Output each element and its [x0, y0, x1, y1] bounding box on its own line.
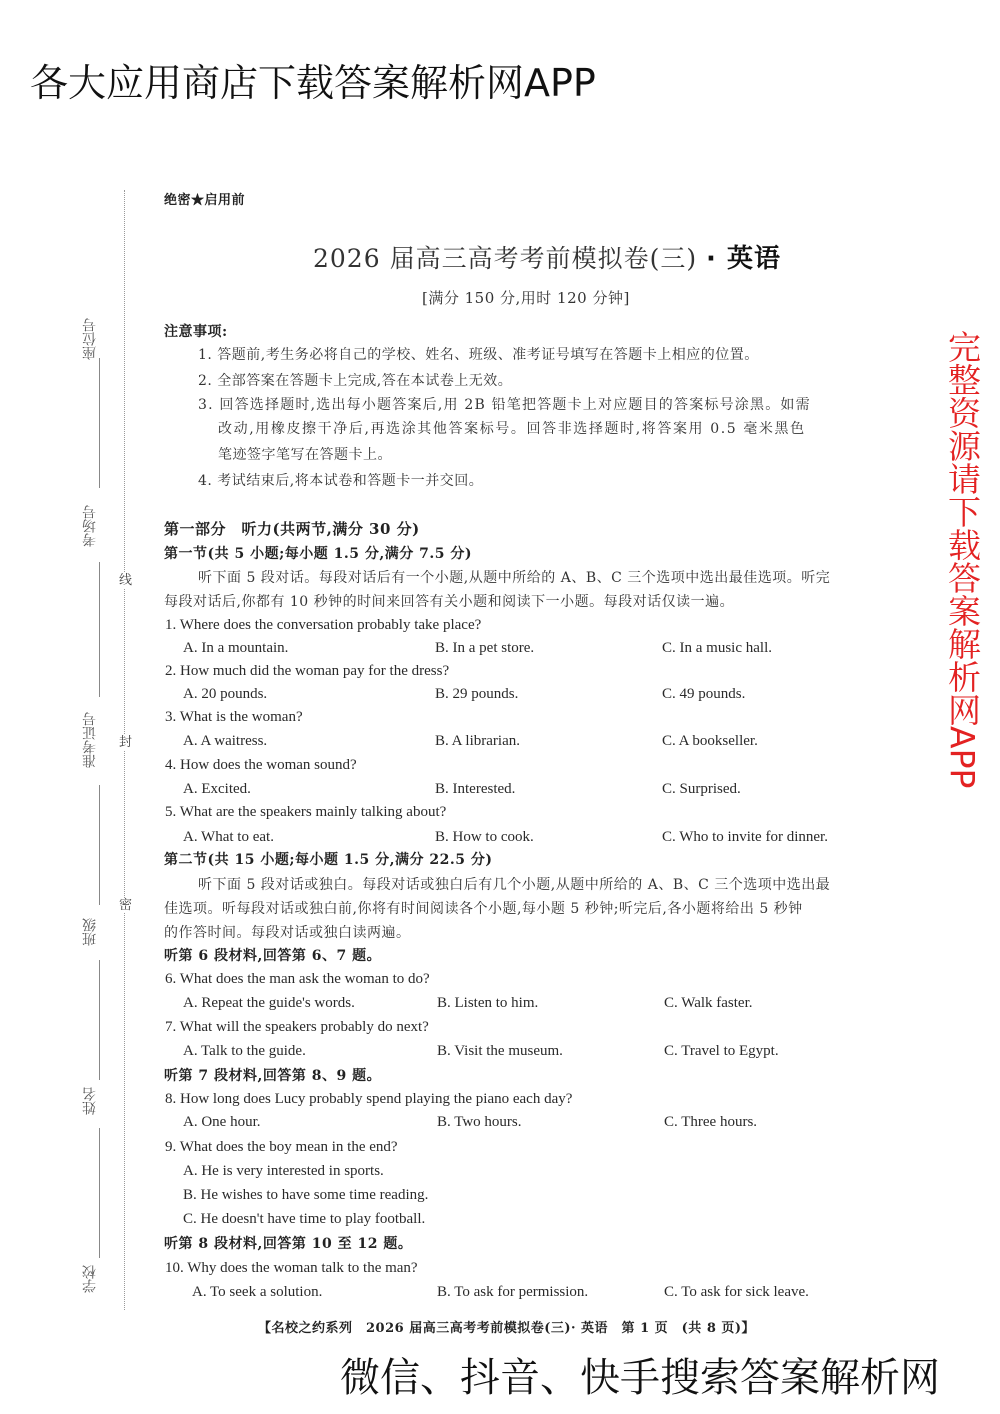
option-10b: B. To ask for permission. — [437, 1284, 589, 1300]
seal-mark-seal: 封 — [119, 735, 133, 750]
option-8b: B. Two hours. — [437, 1114, 522, 1130]
option-7c: C. Travel to Egypt. — [664, 1043, 779, 1059]
question-10: 10. Why does the woman talk to the man? — [165, 1260, 418, 1276]
margin-blank-name — [99, 1128, 100, 1258]
note-item: 改动,用橡皮擦干净后,再选涂其他答案标号。回答非选择题时,将答案用 0.5 毫米黑色 — [218, 421, 806, 437]
option-3c: C. A bookseller. — [662, 733, 758, 749]
option-5a: A. What to eat. — [183, 829, 274, 845]
option-3a: A. A waitress. — [183, 733, 268, 749]
option-9a: A. He is very interested in sports. — [183, 1163, 384, 1179]
option-8c: C. Three hours. — [664, 1114, 758, 1130]
watermark-bottom-right: 微信、抖音、快手搜索答案解析网 — [340, 1355, 940, 1401]
option-8a: A. One hour. — [183, 1114, 261, 1130]
question-6: 6. What does the man ask the woman to do? — [165, 971, 430, 987]
question-2: 2. How much did the woman pay for the dress? — [165, 663, 450, 679]
seal-mark-secret: 密 — [119, 898, 133, 913]
margin-label-room: 考场号 — [82, 505, 98, 547]
option-6a: A. Repeat the guide's words. — [183, 995, 355, 1011]
option-9c: C. He doesn't have time to play football. — [183, 1211, 426, 1227]
confidential-mark: 绝密★启用前 — [164, 193, 246, 208]
material-8-label: 听第 8 段材料,回答第 10 至 12 题。 — [164, 1236, 413, 1252]
margin-blank-exam-id — [99, 785, 100, 905]
option-10a: A. To seek a solution. — [192, 1284, 323, 1300]
seal-mark-line: 线 — [119, 573, 133, 588]
section2-instruction: 听下面 5 段对话或独白。每段对话或独白后有几个小题,从题中所给的 A、B、C 三个选项中选出最 — [198, 877, 831, 893]
option-5c: C. Who to invite for dinner. — [662, 829, 828, 845]
option-5b: B. How to cook. — [435, 829, 534, 845]
title-main: 2026 届高三高考考前模拟卷(三) — [313, 244, 698, 273]
question-8: 8. How long does Lucy probably spend playing the piano each day? — [165, 1091, 573, 1107]
option-1b: B. In a pet store. — [435, 640, 535, 656]
material-6-label: 听第 6 段材料,回答第 6、7 题。 — [164, 948, 382, 964]
option-6b: B. Listen to him. — [437, 995, 539, 1011]
binding-dotted-line — [124, 190, 125, 1310]
option-4c: C. Surprised. — [662, 781, 741, 797]
question-5: 5. What are the speakers mainly talking about? — [165, 804, 447, 820]
note-item: 3. 回答选择题时,选出每小题答案后,用 2B 铅笔把答题卡上对应题目的答案标号涂黑。如需 — [198, 397, 811, 413]
section2-instruction: 佳选项。听每段对话或独白前,你将有时间阅读各个小题,每小题 5 秒钟;听完后,各小题将给出 5 秒钟 — [164, 901, 803, 917]
question-1: 1. Where does the conversation probably take place? — [165, 617, 482, 633]
note-item: 笔迹签字笔写在答题卡上。 — [218, 447, 392, 463]
option-2b: B. 29 pounds. — [435, 686, 519, 702]
option-2c: C. 49 pounds. — [662, 686, 746, 702]
option-1c: C. In a music hall. — [662, 640, 772, 656]
option-6c: C. Walk faster. — [664, 995, 753, 1011]
exam-subtitle: [满分 150 分,用时 120 分钟] — [422, 289, 630, 307]
watermark-top-left: 各大应用商店下载答案解析网APP — [30, 61, 596, 105]
margin-blank-room — [99, 562, 100, 697]
question-9: 9. What does the boy mean in the end? — [165, 1139, 398, 1155]
option-4b: B. Interested. — [435, 781, 516, 797]
option-4a: A. Excited. — [183, 781, 251, 797]
margin-label-seat: 座位号 — [82, 318, 98, 360]
material-7-label: 听第 7 段材料,回答第 8、9 题。 — [164, 1068, 382, 1084]
section2-heading: 第二节(共 15 小题;每小题 1.5 分,满分 22.5 分) — [164, 852, 493, 868]
margin-label-name: 姓名 — [82, 1087, 98, 1115]
title-subject: · 英语 — [706, 244, 781, 274]
option-9b: B. He wishes to have some time reading. — [183, 1187, 429, 1203]
option-7b: B. Visit the museum. — [437, 1043, 563, 1059]
question-3: 3. What is the woman? — [165, 709, 303, 725]
option-2a: A. 20 pounds. — [183, 686, 268, 702]
note-item: 4. 考试结束后,将本试卷和答题卡一并交回。 — [198, 473, 484, 489]
section2-instruction: 的作答时间。每段对话或独白读两遍。 — [164, 925, 411, 941]
page-footer: 【名校之约系列 2026 届高三高考考前模拟卷(三)· 英语 第 1 页 (共 8 页)】 — [258, 1321, 756, 1336]
note-item: 2. 全部答案在答题卡上完成,答在本试卷上无效。 — [198, 373, 513, 389]
margin-blank-seat — [99, 358, 100, 488]
watermark-center: 完整资源请下载答案解析网APP — [943, 330, 982, 789]
margin-label-school: 学校 — [82, 1265, 98, 1293]
question-4: 4. How does the woman sound? — [165, 757, 357, 773]
option-7a: A. Talk to the guide. — [183, 1043, 306, 1059]
question-7: 7. What will the speakers probably do next? — [165, 1019, 429, 1035]
part1-heading: 第一部分 听力(共两节,满分 30 分) — [164, 520, 420, 538]
option-10c: C. To ask for sick leave. — [664, 1284, 809, 1300]
option-3b: B. A librarian. — [435, 733, 520, 749]
option-1a: A. In a mountain. — [183, 640, 289, 656]
margin-blank-class — [99, 960, 100, 1080]
notes-heading: 注意事项: — [164, 324, 228, 340]
note-item: 1. 答题前,考生务必将自己的学校、姓名、班级、准考证号填写在答题卡上相应的位置。 — [198, 347, 759, 363]
page-title — [313, 243, 781, 275]
section1-heading: 第一节(共 5 小题;每小题 1.5 分,满分 7.5 分) — [164, 546, 472, 562]
margin-label-class: 班级 — [82, 918, 98, 946]
section1-instruction: 听下面 5 段对话。每段对话后有一个小题,从题中所给的 A、B、C 三个选项中选出最佳选项。听完 — [198, 570, 831, 586]
section1-instruction: 每段对话后,你都有 10 秒钟的时间来回答有关小题和阅读下一小题。每段对话仅读一遍。 — [164, 594, 735, 610]
margin-label-exam-id: 准考证号 — [82, 712, 98, 768]
